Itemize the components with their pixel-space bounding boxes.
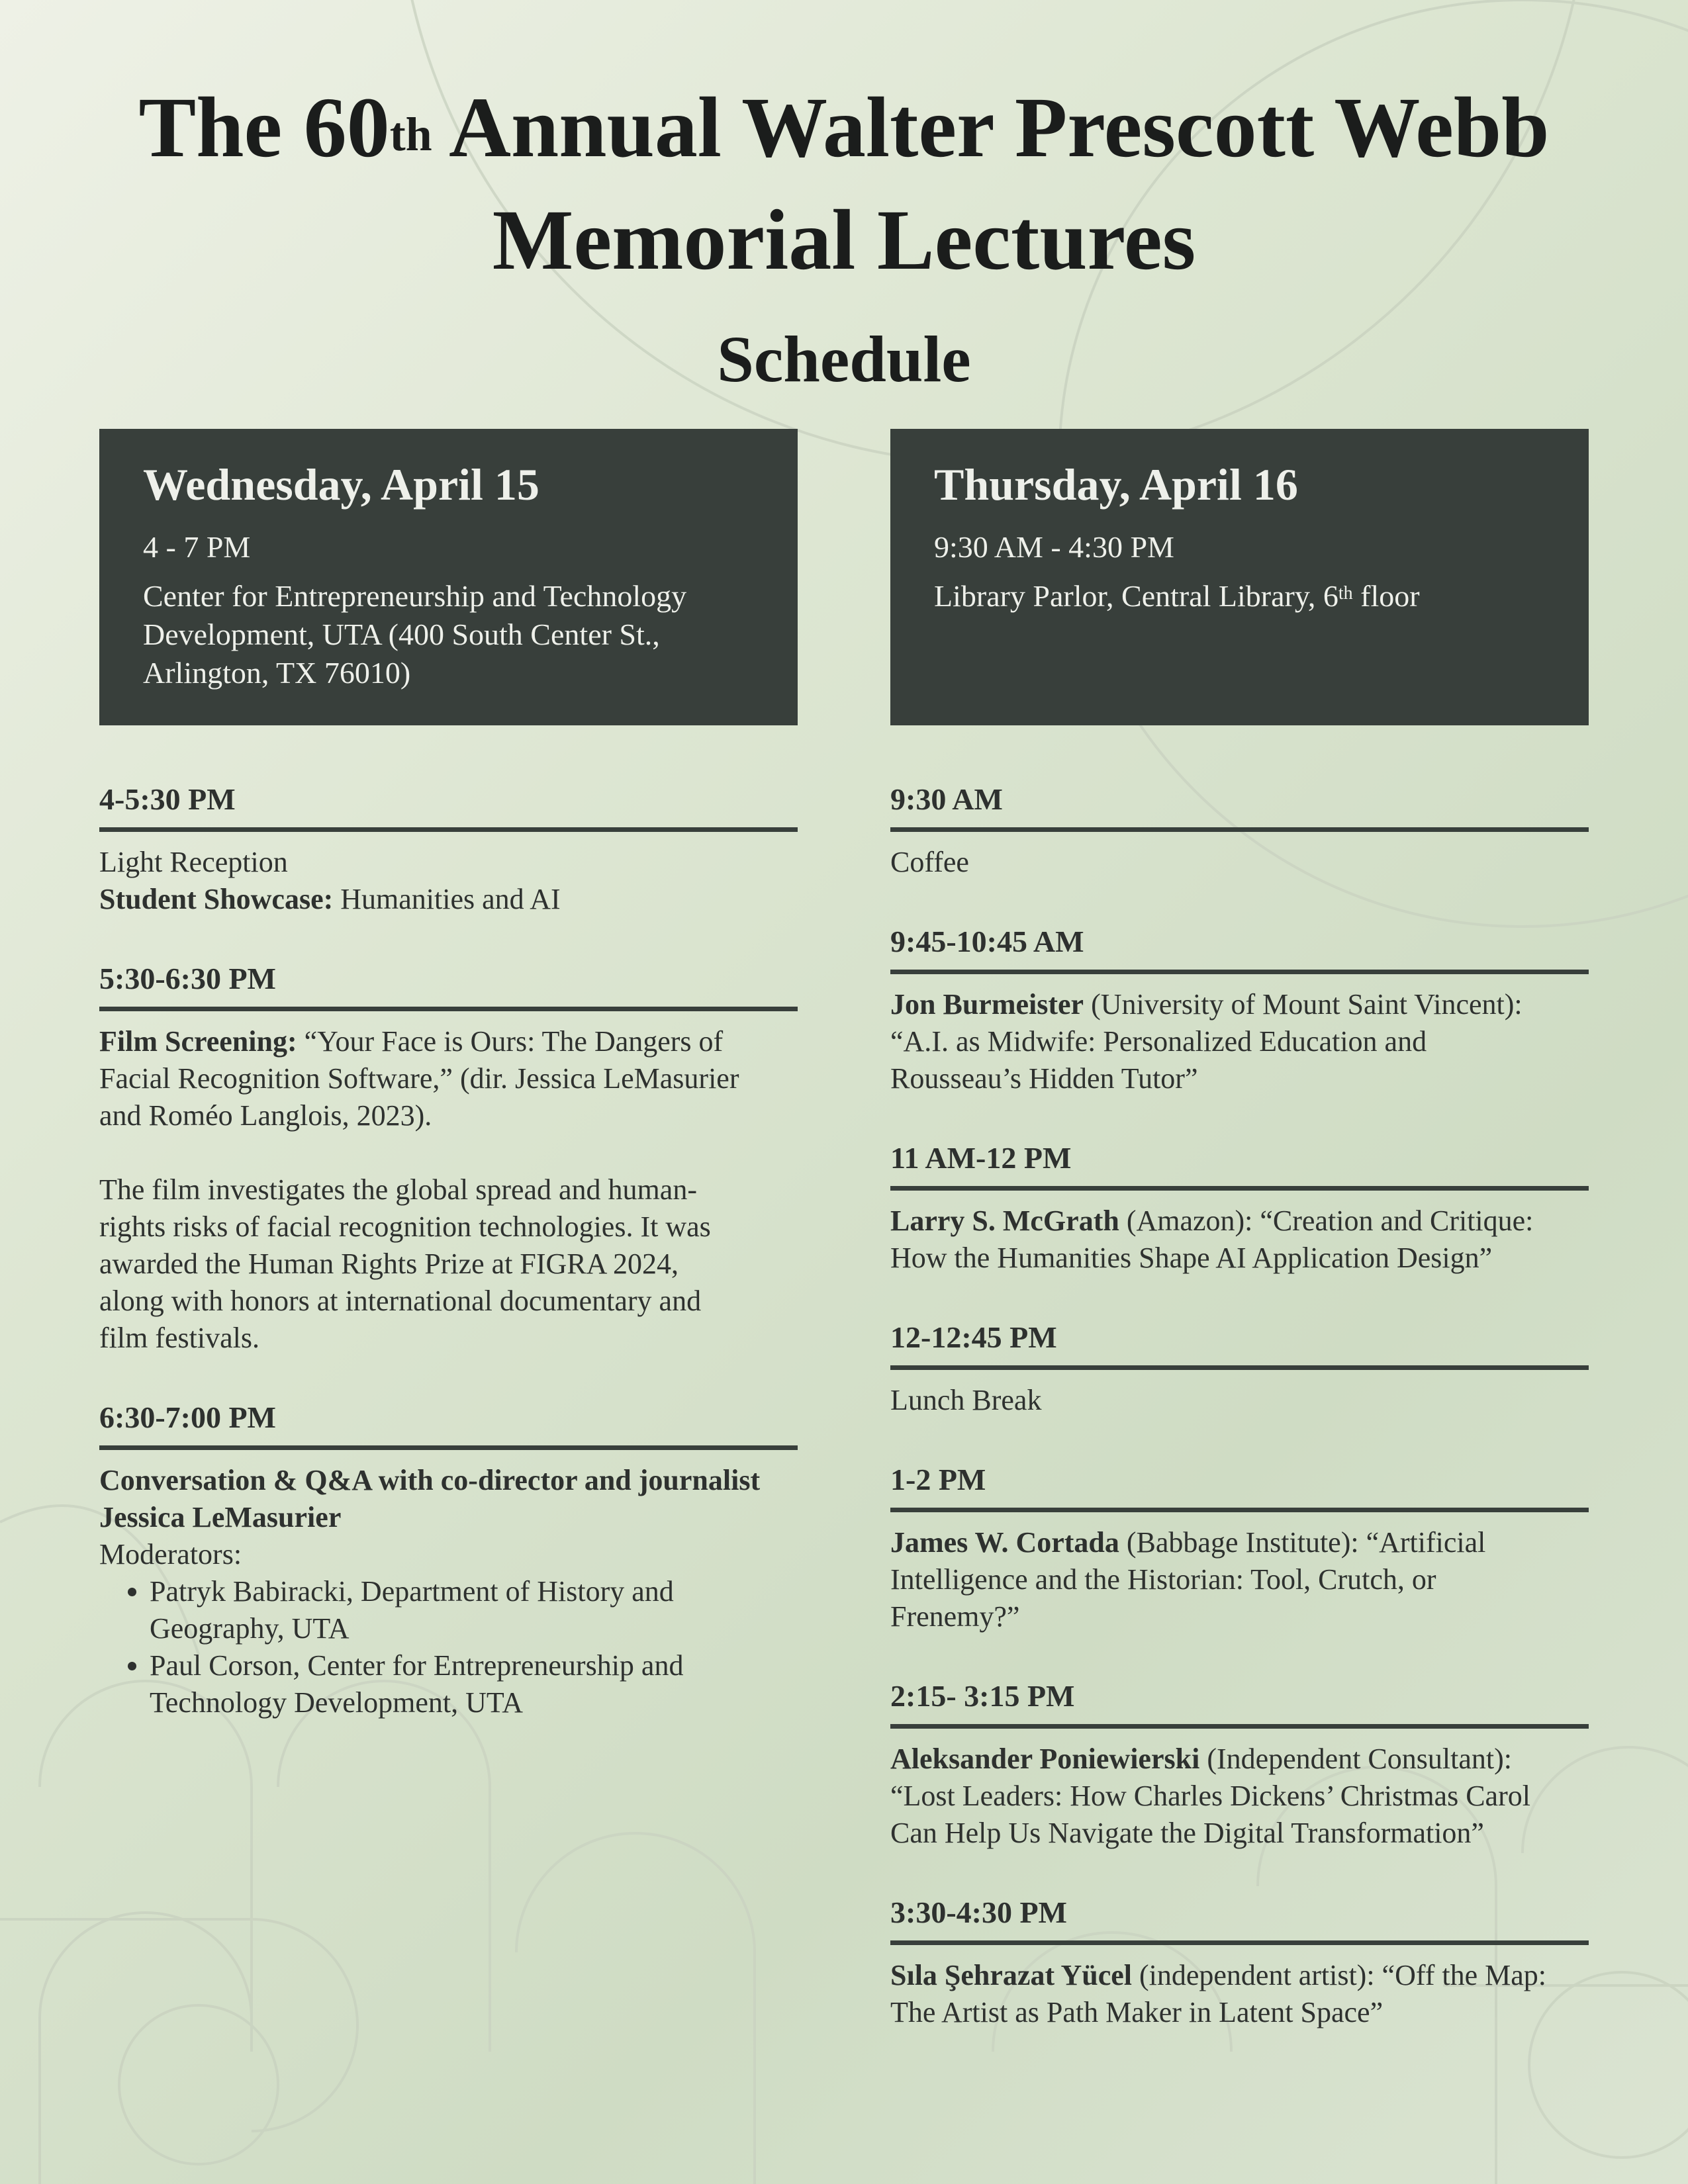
- day-title: Thursday, April 16: [934, 459, 1298, 510]
- session: [99, 781, 798, 918]
- moderators-list: [99, 1573, 798, 1721]
- session-time: 9:30 AM: [890, 781, 1589, 832]
- session: [890, 781, 1589, 881]
- session-body: James W. Cortada (Babbage Institute): “Artificial Intelligence and the Historian: Tool, Crutch, or Frenemy?”: [890, 1526, 1486, 1633]
- list-item: • Patryk Babiracki, Department of History and Geography, UTA: [150, 1573, 798, 1647]
- session-time: 4-5:30 PM: [99, 781, 798, 832]
- session-time: 2:15- 3:15 PM: [890, 1678, 1589, 1729]
- session-body: Film Screening: “Your Face is Ours: The Dangers of Facial Recognition Software,” (dir. Jessica LeMasurier and Roméo Langlois, 2023). The film investigates the global spread and human- rights risks of facial recognition technologies. It was awarded the Human Rights Prize at FIGRA 2024, along with honors at international documentary and film festivals.: [99, 1025, 739, 1354]
- day-time: 4 - 7 PM: [143, 530, 251, 564]
- list-item: • Paul Corson, Center for Entrepreneurship and Technology Development, UTA: [150, 1647, 798, 1721]
- session-body: Sıla Şehrazat Yücel (independent artist): “Off the Map: The Artist as Path Maker in Latent Space”: [890, 1959, 1546, 2028]
- session-time: 6:30-7:00 PM: [99, 1399, 798, 1450]
- thursday-column: [890, 429, 1589, 2031]
- day-time: 9:30 AM - 4:30 PM: [934, 530, 1174, 564]
- session: [890, 1894, 1589, 2031]
- day-title: Wednesday, April 15: [143, 459, 539, 510]
- session: [99, 1399, 798, 1721]
- session-body: Conversation & Q&A with co-director and journalist Jessica LeMasurier Moderators: • Patryk Babiracki, Department of History and Geography, UTA • Paul Corson, Center for Entrepreneurship and Technology Development, UTA: [99, 1462, 798, 1721]
- session: [890, 923, 1589, 1097]
- session: [890, 1319, 1589, 1419]
- session-time: 12-12:45 PM: [890, 1319, 1589, 1370]
- speaker-name: Aleksander Poniewierski: [890, 1743, 1200, 1775]
- session-body: Lunch Break: [890, 1384, 1042, 1416]
- session-body: Jon Burmeister (University of Mount Saint Vincent): “A.I. as Midwife: Personalized Education and Rousseau’s Hidden Tutor”: [890, 988, 1523, 1095]
- speaker-name: Jon Burmeister: [890, 988, 1084, 1021]
- day-location: Center for Entrepreneurship and Technology Development, UTA (400 South Center St., Arlington, TX 76010): [143, 579, 687, 690]
- wednesday-header-box: [99, 429, 798, 725]
- session: [890, 1140, 1589, 1277]
- speaker-name: Sıla Şehrazat Yücel: [890, 1959, 1132, 1991]
- moderators-label: Moderators:: [99, 1538, 242, 1570]
- speaker-name: Larry S. McGrath: [890, 1205, 1119, 1237]
- page-subtitle: Schedule: [717, 322, 971, 396]
- session-body: Coffee: [890, 846, 969, 878]
- wednesday-column: [99, 429, 798, 1721]
- session-body: Aleksander Poniewierski (Independent Consultant): “Lost Leaders: How Charles Dickens’ Christmas Carol Can Help Us Navigate the Digital Transformation”: [890, 1743, 1530, 1849]
- session-time: 3:30-4:30 PM: [890, 1894, 1589, 1945]
- session-time: 5:30-6:30 PM: [99, 960, 798, 1011]
- session: [890, 1461, 1589, 1635]
- thursday-header-box: [890, 429, 1589, 725]
- session: [890, 1678, 1589, 1852]
- session: [99, 960, 798, 1357]
- session-body: Larry S. McGrath (Amazon): “Creation and Critique: How the Humanities Shape AI Application Design”: [890, 1205, 1534, 1274]
- session-time: 9:45-10:45 AM: [890, 923, 1589, 974]
- session-body: Light Reception Student Showcase: Humanities and AI: [99, 846, 561, 915]
- day-location: Library Parlor, Central Library, 6th floor: [934, 579, 1420, 613]
- session-time: 11 AM-12 PM: [890, 1140, 1589, 1191]
- page-title: The 60th Annual Walter Prescott Webb Memorial Lectures: [138, 80, 1550, 288]
- session-time: 1-2 PM: [890, 1461, 1589, 1512]
- speaker-name: James W. Cortada: [890, 1526, 1119, 1559]
